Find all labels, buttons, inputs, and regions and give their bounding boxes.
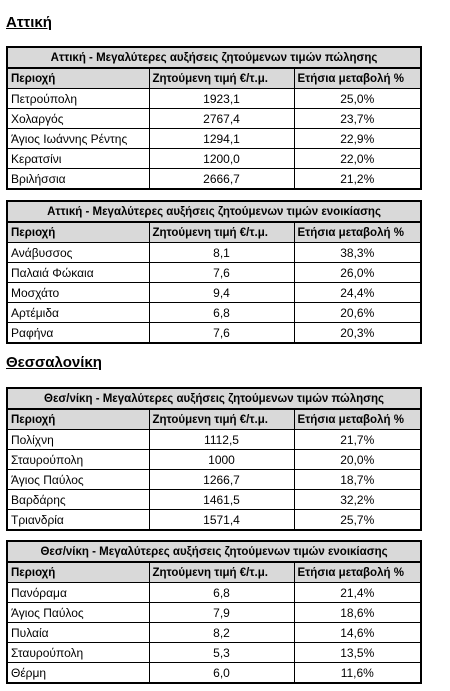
- table-header-row: [7, 562, 421, 583]
- column-header-area: Περιοχή: [7, 68, 149, 89]
- change-cell: 21,2%: [294, 169, 421, 190]
- change-cell: 20,6%: [294, 303, 421, 323]
- table-row: [7, 450, 421, 470]
- area-cell: Ανάβυσσος: [7, 243, 149, 263]
- table-row: [7, 303, 421, 323]
- table-title: Αττική - Μεγαλύτερες αυξήσεις ζητούμενων τιμών ενοικίασης: [7, 201, 421, 222]
- price-cell: 8,2: [149, 623, 294, 643]
- price-cell: 1000: [149, 450, 294, 470]
- column-header-change: Ετήσια μεταβολή %: [294, 222, 421, 243]
- price-cell: 1200,0: [149, 149, 294, 169]
- area-cell: Θέρμη: [7, 663, 149, 684]
- table-title-row: [7, 541, 421, 562]
- price-cell: 9,4: [149, 283, 294, 303]
- price-cell: 8,1: [149, 243, 294, 263]
- price-cell: 1112,5: [149, 430, 294, 450]
- table-title-row: [7, 47, 421, 68]
- table-row: [7, 109, 421, 129]
- table-row: [7, 129, 421, 149]
- area-cell: Βαρδάρης: [7, 490, 149, 510]
- table-row: [7, 583, 421, 603]
- price-cell: 7,6: [149, 263, 294, 283]
- change-cell: 18,6%: [294, 603, 421, 623]
- area-cell: Άγιος Παύλος: [7, 470, 149, 490]
- thessaloniki-sales-table: [6, 387, 422, 531]
- table-row: [7, 663, 421, 684]
- table-row: [7, 149, 421, 169]
- change-cell: 18,7%: [294, 470, 421, 490]
- change-cell: 32,2%: [294, 490, 421, 510]
- table-row: [7, 89, 421, 109]
- change-cell: 20,3%: [294, 323, 421, 344]
- area-cell: Βριλήσσια: [7, 169, 149, 190]
- area-cell: Άγιος Παύλος: [7, 603, 149, 623]
- table-header-row: [7, 409, 421, 430]
- change-cell: 14,6%: [294, 623, 421, 643]
- column-header-price: Ζητούμενη τιμή €/τ.μ.: [149, 68, 294, 89]
- column-header-area: Περιοχή: [7, 222, 149, 243]
- table-title-row: [7, 388, 421, 409]
- area-cell: Μοσχάτο: [7, 283, 149, 303]
- price-cell: 5,3: [149, 643, 294, 663]
- thessaloniki-rent-table: [6, 540, 422, 684]
- price-cell: 6,8: [149, 303, 294, 323]
- area-cell: Χολαργός: [7, 109, 149, 129]
- area-cell: Αρτέμιδα: [7, 303, 149, 323]
- table-row: [7, 643, 421, 663]
- column-header-area: Περιοχή: [7, 562, 149, 583]
- column-header-change: Ετήσια μεταβολή %: [294, 68, 421, 89]
- area-cell: Σταυρούπολη: [7, 643, 149, 663]
- table-header-row: [7, 222, 421, 243]
- table-row: [7, 323, 421, 344]
- table-title-row: [7, 201, 421, 222]
- price-cell: 2767,4: [149, 109, 294, 129]
- table-row: [7, 263, 421, 283]
- column-header-change: Ετήσια μεταβολή %: [294, 409, 421, 430]
- price-cell: 1461,5: [149, 490, 294, 510]
- price-cell: 7,6: [149, 323, 294, 344]
- price-cell: 6,0: [149, 663, 294, 684]
- change-cell: 38,3%: [294, 243, 421, 263]
- section-heading-attica: Αττική: [6, 14, 52, 31]
- column-header-change: Ετήσια μεταβολή %: [294, 562, 421, 583]
- area-cell: Παλαιά Φώκαια: [7, 263, 149, 283]
- price-cell: 1294,1: [149, 129, 294, 149]
- table-row: [7, 283, 421, 303]
- change-cell: 25,7%: [294, 510, 421, 531]
- change-cell: 13,5%: [294, 643, 421, 663]
- table-title: Θεσ/νίκη - Μεγαλύτερες αυξήσεις ζητούμενων τιμών πώλησης: [7, 388, 421, 409]
- change-cell: 11,6%: [294, 663, 421, 684]
- change-cell: 22,0%: [294, 149, 421, 169]
- attica-sales-table: [6, 46, 422, 190]
- price-cell: 7,9: [149, 603, 294, 623]
- section-heading-thessaloniki: Θεσσαλονίκη: [6, 354, 102, 371]
- column-header-price: Ζητούμενη τιμή €/τ.μ.: [149, 222, 294, 243]
- area-cell: Πετρούπολη: [7, 89, 149, 109]
- attica-rent-table: [6, 200, 422, 344]
- price-cell: 1923,1: [149, 89, 294, 109]
- table-title: Θεσ/νίκη - Μεγαλύτερες αυξήσεις ζητούμενων τιμών ενοικίασης: [7, 541, 421, 562]
- column-header-price: Ζητούμενη τιμή €/τ.μ.: [149, 409, 294, 430]
- price-cell: 1571,4: [149, 510, 294, 531]
- change-cell: 26,0%: [294, 263, 421, 283]
- area-cell: Σταυρούπολη: [7, 450, 149, 470]
- area-cell: Πυλαία: [7, 623, 149, 643]
- price-cell: 2666,7: [149, 169, 294, 190]
- table-row: [7, 169, 421, 190]
- table-row: [7, 603, 421, 623]
- change-cell: 23,7%: [294, 109, 421, 129]
- change-cell: 22,9%: [294, 129, 421, 149]
- table-row: [7, 490, 421, 510]
- table-header-row: [7, 68, 421, 89]
- change-cell: 24,4%: [294, 283, 421, 303]
- table-row: [7, 510, 421, 531]
- price-cell: 6,8: [149, 583, 294, 603]
- area-cell: Πολίχνη: [7, 430, 149, 450]
- area-cell: Τριανδρία: [7, 510, 149, 531]
- area-cell: Άγιος Ιωάννης Ρέντης: [7, 129, 149, 149]
- change-cell: 21,4%: [294, 583, 421, 603]
- column-header-price: Ζητούμενη τιμή €/τ.μ.: [149, 562, 294, 583]
- column-header-area: Περιοχή: [7, 409, 149, 430]
- area-cell: Πανόραμα: [7, 583, 149, 603]
- change-cell: 21,7%: [294, 430, 421, 450]
- table-row: [7, 470, 421, 490]
- table-row: [7, 243, 421, 263]
- table-row: [7, 430, 421, 450]
- area-cell: Ραφήνα: [7, 323, 149, 344]
- change-cell: 25,0%: [294, 89, 421, 109]
- table-row: [7, 623, 421, 643]
- table-title: Αττική - Μεγαλύτερες αυξήσεις ζητούμενων τιμών πώλησης: [7, 47, 421, 68]
- change-cell: 20,0%: [294, 450, 421, 470]
- price-cell: 1266,7: [149, 470, 294, 490]
- area-cell: Κερατσίνι: [7, 149, 149, 169]
